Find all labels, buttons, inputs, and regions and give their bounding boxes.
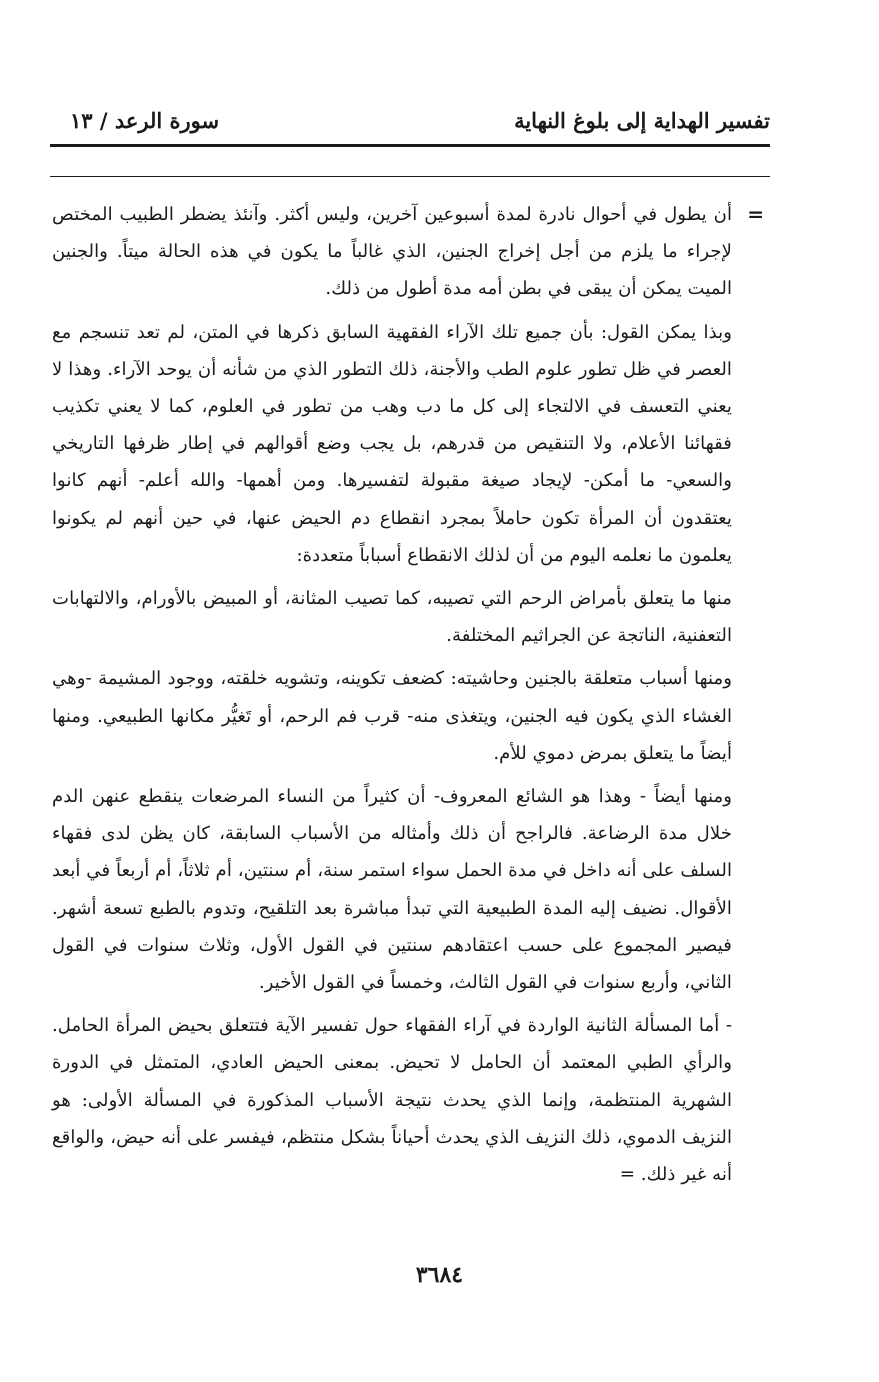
header-rule <box>50 144 770 147</box>
running-header <box>70 100 770 140</box>
page-number: ٣٦٨٤ <box>415 1262 464 1288</box>
paragraph-uterine-causes: منها ما يتعلق بأمراض الرحم التي تصيبه، كما تصيب المثانة، أو المبيض بالأورام، والالتهابات التعفنية، الناتجة عن الجراثيم المختلفة. <box>52 588 732 647</box>
paragraph-fetal-causes: ومنها أسباب متعلقة بالجنين وحاشيته: كضعف تكوينه، وتشويه خلقته، ووجود المشيمة -وهي الغشاء الذي يكون فيه الجنين، ويتغذى منه- قرب فم الرحم، أو تَغيُّر مكانها الطبيعي. ومنها أيضاً ما يتعلق بمرض دموي للأم. <box>52 668 732 764</box>
continuation-mark: = <box>747 202 764 226</box>
paragraph-conclusion: وبذا يمكن القول: بأن جميع تلك الآراء الفقهية السابق ذكرها في المتن، لم تعد تنسجم مع العصر في ظل تطور علوم الطب والأجنة، ذلك التطور الذي من شأنه أن يوحد الآراء. وهذا لا يعني التعسف في الالتجاء إلى كل ما دب وهب من تطور في العلوم، كما لا يعني تكذيب فقهائنا الأعلام، ولا التنقيص من قدرهم، بل يجب وضع أقوالهم في إطار ظرفها التاريخي والسعي- ما أمكن- لإيجاد صيغة مقبولة لتفسيرها. ومن أهمها- والله أعلم- أنهم كانوا يعتقدون أن المرأة تكون حاملاً بمجرد انقطاع دم الحيض عنها، في حين أنهم لم يكونوا يعلمون ما نعلمه اليوم من أن لذلك الانقطاع أسباباً متعددة: <box>52 321 732 566</box>
book-title: تفسير الهداية إلى بلوغ النهاية <box>514 107 770 133</box>
footnote-separator-rule <box>50 176 770 177</box>
paragraph-continuation <box>52 196 764 308</box>
paragraph-second-issue: - أما المسألة الثانية الواردة في آراء الفقهاء حول تفسير الآية فتتعلق بحيض المرأة الحامل. والرأي الطبي المعتمد أن الحامل لا تحيض. بمعنى الحيض العادي، المتمثل في الدورة الشهرية المنتظمة، وإنما الذي يحدث نتيجة الأسباب المذكورة في المسألة الأولى: هو النزيف الدموي، ذلك النزيف الذي يحدث أحياناً بشكل منتظم، فيفسر على أنه حيض، والواقع أنه غير ذلك. = <box>52 1015 733 1186</box>
footnote-body <box>52 196 764 1199</box>
paragraph-text: أن يطول في أحوال نادرة لمدة أسبوعين آخرين، وليس أكثر. وآنئذ يضطر الطبيب المختص لإجراء ما يلزم من أجل إخراج الجنين، الذي غالباً ما يكون في هذه الحالة ميتاً. والجنين الميت يمكن أن يبقى في بطن أمه مدة أطول من ذلك. <box>52 204 732 300</box>
paragraph-nursing-causes: ومنها أيضاً - وهذا هو الشائع المعروف- أن كثيراً من النساء المرضعات ينقطع عنهن الدم خلال مدة الرضاعة. فالراجح أن ذلك وأمثاله من الأسباب السابقة، كان يظن لدى فقهاء السلف على أنه داخل في مدة الحمل سواء استمر سنة، أم سنتين، أم ثلاثاً، أم أربعاً في أبعد الأقوال. نضيف إليه المدة الطبيعية التي تبدأ مباشرة بعد التلقيح، وتدوم بالطبع تسعة أشهر. فيصير المجموع على حسب اعتقادهم سنتين في القول الأول، وثلاث سنوات في القول الثاني، وأربع سنوات في القول الثالث، وخمساً في القول الأخير. <box>52 786 732 994</box>
surah-reference: سورة الرعد / ١٣ <box>70 107 220 133</box>
